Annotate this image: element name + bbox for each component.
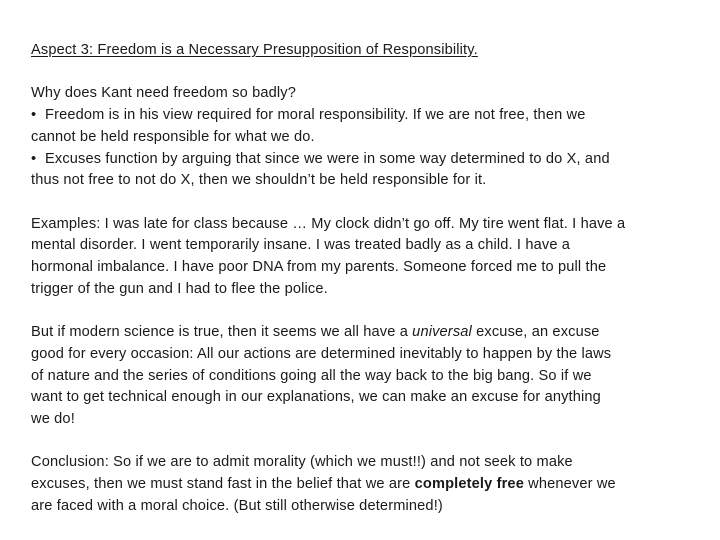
examples-line: hormonal imbalance. I have poor DNA from my parents. Someone forced me to pull the (31, 259, 607, 275)
bullet-1-text: Freedom is in his view required for moral responsibility. If we are not free, then we (45, 107, 586, 124)
modern-science-line: we do! (31, 410, 75, 427)
completely-free-emphasis: completely free (414, 476, 524, 492)
conclusion-paragraph (31, 452, 691, 517)
modern-science-paragraph (31, 322, 691, 431)
bullet-1-line-2: cannot be held responsible for what we do. (31, 128, 315, 145)
modern-science-line: good for every occasion: All our actions are determined inevitably to happen by the laws (31, 345, 612, 362)
modern-science-line: of nature and the series of conditions going all the way back to the big bang. So if we (31, 367, 592, 384)
examples-line: mental disorder. I went temporarily insane. I was treated badly as a child. I have a (31, 237, 571, 254)
page-title: Aspect 3: Freedom is a Necessary Presupposition of Responsibility. (31, 42, 478, 58)
conclusion-line-3: are faced with a moral choice. (But still otherwise determined!) (31, 497, 443, 514)
examples-line: trigger of the gun and I had to flee the police. (31, 280, 328, 297)
question-line: Why does Kant need freedom so badly? (31, 85, 297, 102)
bullet-2-line-2: thus not free to not do X, then we shouldn’t be held responsible for it. (31, 172, 487, 189)
question-block (31, 83, 691, 192)
bullet-icon: • (31, 107, 37, 124)
conclusion-line-2: excuses, then we must stand fast in the belief that we are completely free whenever we (31, 476, 616, 492)
bullet-2-line-1 (31, 149, 691, 171)
bullet-2-text: Excuses function by arguing that since we were in some way determined to do X, and (45, 150, 610, 167)
modern-science-line-1: But if modern science is true, then it seems we all have a universal excuse, an excuse (31, 324, 600, 341)
modern-science-line: want to get technical enough in our explanations, we can make an excuse for anything (31, 389, 601, 406)
universal-emphasis: universal (412, 324, 472, 341)
slide-content (31, 40, 691, 539)
examples-paragraph (31, 214, 691, 301)
bullet-icon: • (31, 150, 37, 167)
bullet-1-line-1 (31, 105, 691, 127)
conclusion-line-1: Conclusion: So if we are to admit morality (which we must!!) and not seek to make (31, 454, 573, 471)
examples-line: Examples: I was late for class because … My clock didn’t go off. My tire went flat. I have a (31, 215, 626, 232)
